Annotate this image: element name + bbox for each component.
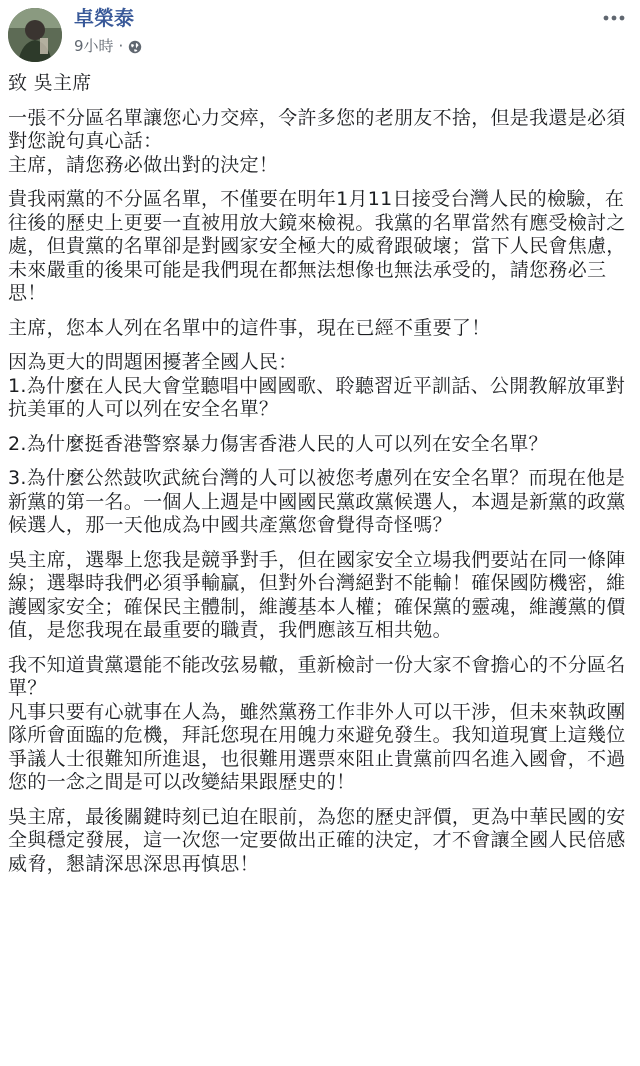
post-paragraph: 2.為什麼挺香港警察暴力傷害香港人民的人可以列在安全名單？ bbox=[8, 432, 548, 455]
post-paragraph: 吳主席，最後關鍵時刻已迫在眼前，為您的歷史評價，更為中華民國的安全與穩定發展，這一次您一定要做出正確的決定，才不會讓全國人民倍感威脅，懇請深思深思再慎思！ bbox=[8, 805, 626, 875]
post-paragraph: 主席，您本人列在名單中的這件事，現在已經不重要了！ bbox=[8, 316, 491, 339]
post-body bbox=[8, 72, 632, 887]
post-paragraph: 我不知道貴黨還能不能改弦易轍，重新檢討一份大家不會擔心的不分區名單？ 凡事只要有心就事在人為，雖然黨務工作非外人可以干涉，但未來執政團隊所會面臨的危機，拜託您現在用魄力來避免發生。我知道現實上這幾位爭議人士很難知所進退，也很難用選票來阻止貴黨前四名進入國會，不過您的一念之間是可以改變結果跟歷史的！ bbox=[8, 653, 626, 793]
post-timestamp[interactable]: 9小時 bbox=[74, 37, 114, 55]
avatar-photo bbox=[8, 8, 62, 62]
post-meta bbox=[74, 36, 142, 56]
post-paragraph: 致 吳主席 bbox=[8, 72, 92, 94]
post-paragraph: 3.為什麼公然鼓吹武統台灣的人可以被您考慮列在安全名單？而現在他是新黨的第一名。一個人上週是中國國民黨政黨候選人，本週是新黨的政黨候選人，那一天他成為中國共產黨您會覺得奇怪嗎？ bbox=[8, 467, 626, 536]
post-paragraph: 因為更大的問題困擾著全國人民： 1.為什麼在人民大會堂聽唱中國國歌、聆聽習近平訓話、公開教解放軍對抗美軍的人可以列在安全名單？ bbox=[8, 351, 626, 420]
more-options-button[interactable] bbox=[602, 6, 626, 30]
post-paragraph: 一張不分區名單讓您心力交瘁，令許多您的老朋友不捨，但是我還是必須對您說句真心話： 主席，請您務必做出對的決定！ bbox=[8, 106, 626, 176]
globe-icon[interactable] bbox=[128, 39, 142, 53]
post-header bbox=[0, 0, 640, 66]
meta-separator: · bbox=[118, 37, 124, 55]
more-options-icon bbox=[603, 15, 625, 21]
post-paragraph: 貴我兩黨的不分區名單，不僅要在明年1月11日接受台灣人民的檢驗，在往後的歷史上更要一直被用放大鏡來檢視。我黨的名單當然有應受檢討之處，但貴黨的名單卻是對國家安全極大的威脅跟破壞；當下人民會焦慮，未來嚴重的後果可能是我們現在都無法想像也無法承受的，請您務必三思！ bbox=[8, 188, 626, 304]
avatar[interactable] bbox=[8, 8, 62, 62]
post-paragraph: 吳主席，選舉上您我是競爭對手，但在國家安全立場我們要站在同一條陣線；選舉時我們必須爭輸贏，但對外台灣絕對不能輸！確保國防機密，維護國家安全；確保民主體制，維護基本人權；確保黨的靈魂，維護黨的價值，是您我現在最重要的職責，我們應該互相共勉。 bbox=[8, 548, 626, 641]
author-name[interactable]: 卓榮泰 bbox=[74, 6, 134, 30]
